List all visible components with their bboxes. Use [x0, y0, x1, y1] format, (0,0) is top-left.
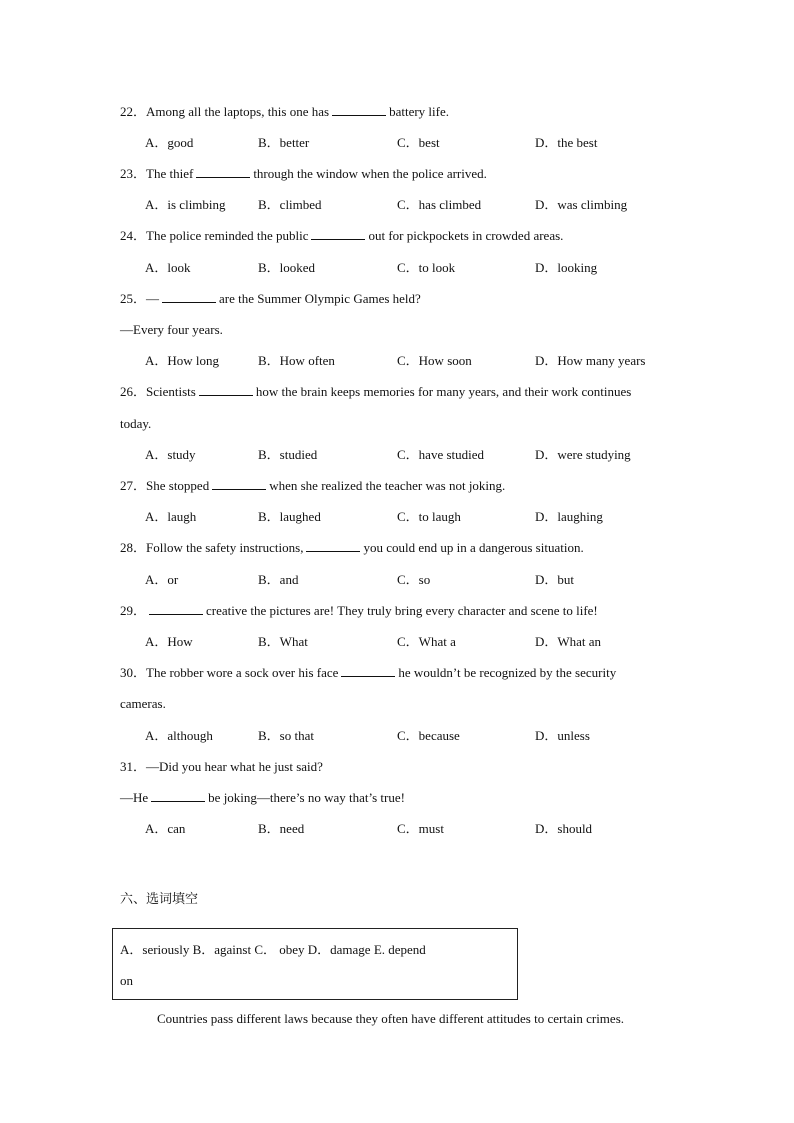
option-c[interactable]: C．to laugh	[397, 509, 461, 524]
option-d[interactable]: D．unless	[535, 728, 590, 743]
section-title: 六、选词填空	[120, 892, 199, 907]
question-25-response: —Every four years.	[120, 322, 223, 337]
question-number: 25．	[120, 291, 147, 306]
stem-text: —He	[120, 790, 149, 805]
option-c[interactable]: C．because	[397, 728, 460, 743]
option-d[interactable]: D．laughing	[535, 509, 603, 524]
question-31-stem	[120, 759, 323, 775]
option-d[interactable]: D．was climbing	[535, 197, 628, 212]
option-d[interactable]: D．should	[535, 821, 593, 836]
question-26-stem-cont: today.	[120, 416, 152, 431]
answer-blank	[196, 166, 250, 178]
option-a[interactable]: A．laugh	[145, 509, 197, 524]
question-number: 26．	[120, 384, 147, 399]
option-d[interactable]: D．the best	[535, 135, 598, 150]
option-d[interactable]: D．What an	[535, 634, 602, 649]
stem-text: battery life.	[389, 104, 449, 119]
option-d[interactable]: D．How many years	[535, 353, 646, 368]
stem-text: —	[146, 291, 160, 306]
stem-text: be joking—there’s no way that’s true!	[208, 790, 405, 805]
stem-text: how the brain keeps memories for many years, and their work continues	[255, 384, 632, 399]
option-c[interactable]: C．How soon	[397, 353, 472, 368]
option-b[interactable]: B．looked	[258, 260, 316, 275]
option-b[interactable]: B．What	[258, 634, 308, 649]
stem-text: you could end up in a dangerous situation.	[363, 540, 584, 555]
option-b[interactable]: B．and	[258, 572, 299, 587]
option-b[interactable]: B．studied	[258, 447, 318, 462]
option-a[interactable]: A．or	[145, 572, 179, 587]
question-28-options	[145, 572, 705, 588]
option-c[interactable]: C．best	[397, 135, 440, 150]
answer-blank	[149, 603, 203, 615]
question-24-stem	[120, 228, 563, 244]
stem-text: through the window when the police arrived.	[253, 166, 487, 181]
stem-text: The robber wore a sock over his face	[146, 665, 339, 680]
question-29-options	[145, 634, 705, 650]
stem-text: he wouldn’t be recognized by the security	[398, 665, 617, 680]
question-26-stem	[120, 384, 631, 400]
option-a[interactable]: A．can	[145, 821, 186, 836]
stem-text: The police reminded the public	[146, 228, 309, 243]
question-number: 22．	[120, 104, 147, 119]
question-29-stem	[120, 603, 598, 619]
option-c[interactable]: C．so	[397, 572, 431, 587]
answer-blank	[151, 790, 205, 802]
answer-blank	[341, 665, 395, 677]
answer-blank	[311, 228, 365, 240]
question-number: 29．	[120, 603, 147, 618]
passage-text: Countries pass different laws because they often have different attitudes to certain crimes.	[157, 1011, 624, 1026]
answer-blank	[199, 384, 253, 396]
answer-blank	[212, 478, 266, 490]
option-a[interactable]: A．good	[145, 135, 194, 150]
option-b[interactable]: B．How often	[258, 353, 335, 368]
word-box-line: A．seriously B．against C． obey D．damage E. depend	[120, 942, 426, 957]
option-d[interactable]: D．but	[535, 572, 575, 587]
question-25-stem	[120, 291, 421, 307]
question-25-options	[145, 353, 705, 369]
question-number: 28．	[120, 540, 147, 555]
option-b[interactable]: B．better	[258, 135, 310, 150]
question-31-response	[120, 790, 405, 806]
option-c[interactable]: C．to look	[397, 260, 456, 275]
option-b[interactable]: B．need	[258, 821, 305, 836]
stem-text: She stopped	[146, 478, 210, 493]
stem-text: out for pickpockets in crowded areas.	[368, 228, 564, 243]
question-23-stem	[120, 166, 487, 182]
question-24-options	[145, 260, 705, 276]
stem-text: —Did you hear what he just said?	[146, 759, 323, 774]
stem-text: creative the pictures are! They truly bring every character and scene to life!	[206, 603, 598, 618]
question-30-stem	[120, 665, 616, 681]
option-a[interactable]: A．is climbing	[145, 197, 226, 212]
question-27-options	[145, 509, 705, 525]
question-30-stem-cont: cameras.	[120, 696, 166, 711]
option-b[interactable]: B．climbed	[258, 197, 322, 212]
answer-blank	[332, 104, 386, 116]
question-number: 31．	[120, 759, 147, 774]
question-23-options	[145, 197, 705, 213]
question-30-options	[145, 728, 705, 744]
stem-text: The thief	[146, 166, 194, 181]
stem-text: when she realized the teacher was not joking.	[269, 478, 506, 493]
option-d[interactable]: D．looking	[535, 260, 598, 275]
option-a[interactable]: A．How	[145, 634, 193, 649]
question-26-options	[145, 447, 705, 463]
option-c[interactable]: C．has climbed	[397, 197, 482, 212]
option-c[interactable]: C．What a	[397, 634, 456, 649]
option-a[interactable]: A．although	[145, 728, 213, 743]
question-number: 23．	[120, 166, 147, 181]
stem-text: are the Summer Olympic Games held?	[219, 291, 421, 306]
question-27-stem	[120, 478, 505, 494]
question-22-stem	[120, 104, 449, 120]
answer-blank	[306, 540, 360, 552]
option-c[interactable]: C．have studied	[397, 447, 485, 462]
option-c[interactable]: C．must	[397, 821, 444, 836]
question-28-stem	[120, 540, 584, 556]
stem-text: Among all the laptops, this one has	[146, 104, 330, 119]
stem-text: Scientists	[146, 384, 196, 399]
option-b[interactable]: B．laughed	[258, 509, 321, 524]
answer-blank	[162, 291, 216, 303]
question-number: 27．	[120, 478, 147, 493]
question-number: 24．	[120, 228, 147, 243]
question-22-options	[145, 135, 705, 151]
option-b[interactable]: B．so that	[258, 728, 314, 743]
stem-text: Follow the safety instructions,	[146, 540, 304, 555]
option-a[interactable]: A．How long	[145, 353, 220, 368]
word-box-line: on	[120, 973, 133, 988]
word-box	[112, 928, 518, 1000]
option-d[interactable]: D．were studying	[535, 447, 631, 462]
question-31-options	[145, 821, 705, 837]
option-a[interactable]: A．study	[145, 447, 196, 462]
question-number: 30．	[120, 665, 147, 680]
option-a[interactable]: A．look	[145, 260, 191, 275]
